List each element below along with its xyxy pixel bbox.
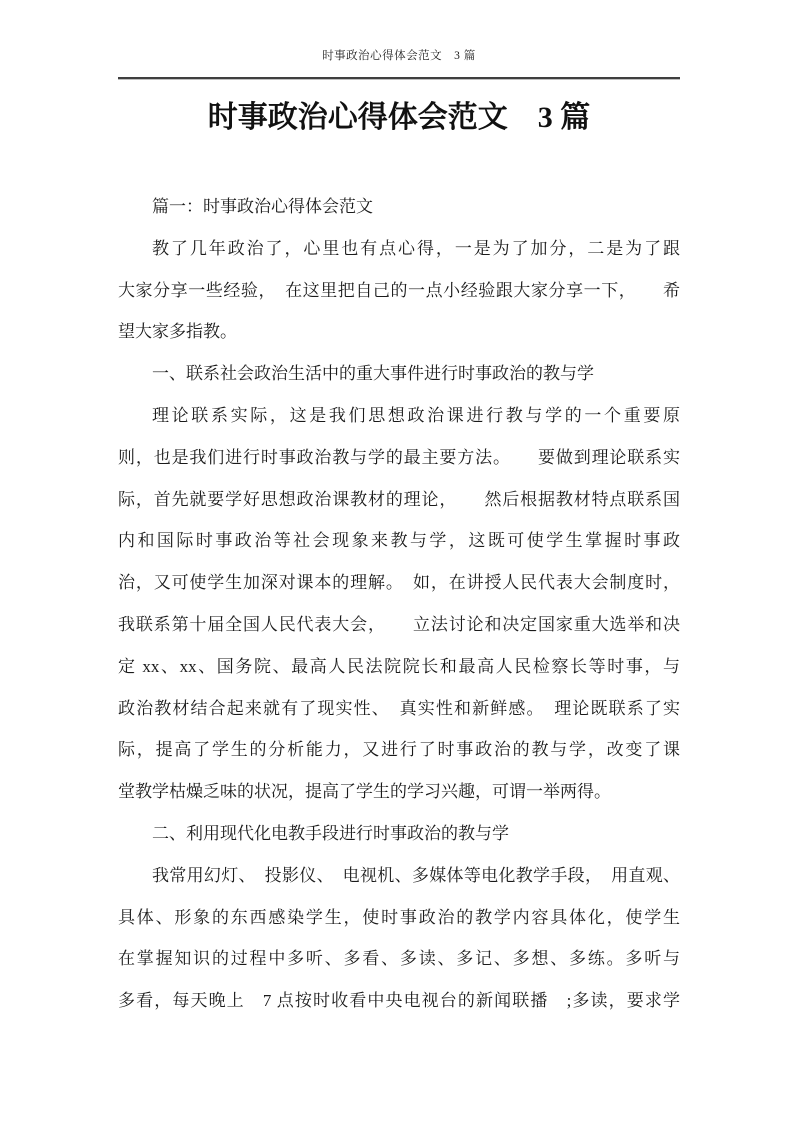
text-line: 堂教学枯燥乏味的状况，提高了学生的学习兴趣，可谓一举两得。 (118, 782, 611, 802)
text-line: 篇一：时事政治心得体会范文 (152, 197, 373, 216)
text-line: 一、联系社会政治生活中的重大事件进行时事政治的教与学 (152, 364, 594, 384)
text-line: 望大家多指教。 (118, 322, 237, 342)
text-line: 则，也是我们进行时事政治教与学的最主要方法。 要做到理论联系实 (118, 447, 680, 467)
text-line: 我常用幻灯、 投影仪、 电视机、多媒体等电化教学手段， 用直观、 (152, 865, 680, 885)
text-line: 教了几年政治了，心里也有点心得，一是为了加分，二是为了跟 (152, 238, 680, 258)
text-line: 治，又可使学生加深对课本的理解。 如，在讲授人民代表大会制度时， (118, 573, 680, 593)
text-line: 际，提高了学生的分析能力，又进行了时事政治的教与学，改变了课 (118, 740, 680, 760)
text-line: 多看，每天晚上 7 点按时收看中央电视台的新闻联播 ;多读，要求学 (118, 991, 680, 1011)
body-text-block (118, 186, 680, 1022)
text-line: 在掌握知识的过程中多听、多看、多读、多记、多想、多练。多听与 (118, 949, 680, 969)
text-line: 际，首先就要学好思想政治课教材的理论， 然后根据教材特点联系国 (118, 489, 680, 509)
page-title: 时事政治心得体会范文 3 篇 (207, 101, 591, 134)
text-line: 具体、形象的东西感染学生，使时事政治的教学内容具体化，使学生 (118, 907, 680, 927)
text-line: 政治教材结合起来就有了现实性、 真实性和新鲜感。 理论既联系了实 (118, 698, 680, 718)
text-line: 二、利用现代化电教手段进行时事政治的教与学 (152, 823, 509, 843)
text-line: 理论联系实际，这是我们思想政治课进行教与学的一个重要原 (152, 405, 680, 425)
text-line: 大家分享一些经验， 在这里把自己的一点小经验跟大家分享一下， 希 (118, 280, 680, 300)
text-line: 定 xx、xx、国务院、最高人民法院院长和最高人民检察长等时事，与 (118, 656, 680, 676)
text-line: 内和国际时事政治等社会现象来教与学，这既可使学生掌握时事政 (118, 531, 680, 551)
text-line: 我联系第十届全国人民代表大会， 立法讨论和决定国家重大选举和决 (118, 614, 680, 634)
running-header: 时事政治心得体会范文 3 篇 (322, 50, 476, 62)
header-rule-divider (118, 77, 680, 80)
